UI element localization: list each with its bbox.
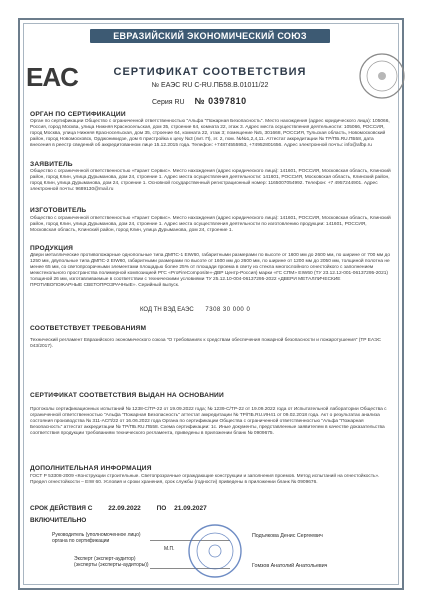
tnved-value: 7308 30 000 0 — [205, 307, 251, 313]
product-heading: ПРОДУКЦИЯ — [30, 245, 74, 252]
organ-seal-stamp-icon — [358, 52, 406, 100]
applicant-heading: ЗАЯВИТЕЛЬ — [30, 161, 73, 168]
validity-line — [30, 505, 207, 512]
head-signature-label: Руководитель (уполномоченное лицо) органа по сертификации — [52, 532, 141, 544]
basis-text: Протоколы сертификационных испытаний № 1238-С/ТР-22 от 19.09.2022 года; № 1239-С/ТР-22 от 19.09.2022 года от Испытательной лаборатории Общества с ограниченной ответственностью "Альфа "Пожарная Безопасность" аттестат аккредитации № ТР/ПБ.RU.ИН41 от 09.02.2018 года. Акт о результатах анализа состояния производства № 311-АСП/22 от 16.06.2022 года Органа по сертификации Общества с ограниченной ответственностью "Альфа "Пожарная Безопасность" аттестат аккредитации № ТР/ПБ.RU.ПБ58. Схема сертификации: 1с. Иные документы, представленные заявителем в качестве доказательства соответствия продукции требованиям технического регламента, приведены в приложении бланк № 0909675. — [30, 407, 387, 436]
eac-mark: EAC — [26, 62, 78, 92]
expert-signature-label: Эксперт (эксперт-аудитор) (эксперты (эксперты-аудиторы)) — [74, 556, 149, 568]
validity-from-label: СРОК ДЕЙСТВИЯ С — [30, 505, 93, 512]
serial-line — [152, 96, 247, 106]
maker-text: Общество с ограниченной ответственностью «Гарант Сервис». Место нахождения (адрес юридического лица): 141601, РОССИЯ, Московская область, Клинский район, город Клин, улица Дурыманова, дом 24, строение 1. Адрес места осуществления деятельности по изготовлению продукции: 141601, РОССИЯ, Московская область, Клинский район, город Клин, улица Дурыманова, дом 24, строение 1. — [30, 216, 391, 233]
union-banner: ЕВРАЗИЙСКИЙ ЭКОНОМИЧЕСКИЙ СОЮЗ — [90, 29, 330, 43]
basis-heading: СЕРТИФИКАТ СООТВЕТСТВИЯ ВЫДАН НА ОСНОВАНИИ — [30, 392, 224, 399]
validity-to-label: ПО — [156, 505, 167, 512]
product-text: Двери металлические противопожарные однопольные типа ДМПС-1 EIW60, габаритными размерами по высоте от 1600 мм до 2600 мм, по ширине от 700 мм до 1250 мм, двупольные типа ДМПС-2 EIW60, габаритными размерами по высоте от 1600 мм до 2600 мм, по ширине от 1200 мм до 2050 мм, толщиной полотна не менее 65 мм, со светопрозрачными элементами площадью более 25% от площади проема в свету из стекла многослойного огнестойкого с заполнением межстекольного пространства полимерной композицией РГС «РгоFireComposite»-ДВР Центр-Россия) марки «ГС СПМ» EIW60 (ТУ 23.12.12-001-06137295-2021) толщиной 26 мм, изготавливаемые в соответствии с техническими условиями ТУ 25.12.10-004-06137295-2022 «ДВЕРИ МЕТАЛЛИЧЕСКИЕ ПРОТИВОПОЖАРНЫЕ СВЕТОПРОЗРАЧНЫЕ». Серийный выпуск. — [30, 253, 391, 288]
requirements-heading: СООТВЕТСТВУЕТ ТРЕБОВАНИЯМ — [30, 325, 147, 332]
blue-seal-stamp-icon — [186, 522, 244, 580]
head-signature-name: Подъякова Денис Сергеевич — [252, 533, 323, 539]
serial-number: № 0397810 — [194, 96, 247, 106]
extra-heading: ДОПОЛНИТЕЛЬНАЯ ИНФОРМАЦИЯ — [30, 465, 152, 472]
validity-from-value: 22.09.2022 — [108, 505, 141, 512]
tnved-line — [140, 307, 250, 313]
validity-to-value: 21.09.2027 — [174, 505, 207, 512]
seal-place-label: М.П. — [164, 546, 175, 552]
certificate-number: № ЕАЭС RU С-RU.ПБ58.В.01011/22 — [151, 82, 269, 89]
tnved-label: КОД ТН ВЭД ЕАЭС — [140, 307, 194, 313]
organ-text: Орган по сертификации Общество с ограниченной ответственностью "Альфа "Пожарная Безопасность". Место нахождения (адрес юридического лица): 105066, Россия, город Москва, улица Нижняя Красносельская, дом 35, строение 64, комната 22, этаж 3. Адрес места осуществления деятельности: 105066, РОССИЯ, город Москва, улица Нижняя Красносельская, дом 35, строение 64, комната 22, этаж 3; помещение №5, 301668, РОССИЯ, Тульская область, Новомосковский район, город Новомосковск, Орджоникидзе, дом 6 пристройка к цеху №3 (лит. П), эт. 2, пом. №№1,2,4,11. Аттестат аккредитации № ТР/ПБ.RU.ПБ58, дата внесения в реестр сведений об аккредитованном лице 15.12.2015 года. Телефон: +74874555953, +74952801656. Адрес электронной почты: info@afbp.ru — [30, 119, 390, 148]
validity-inclusive: ВКЛЮЧИТЕЛЬНО — [30, 517, 87, 524]
expert-signature-name: Гомзов Анатолий Анатольевич — [252, 563, 328, 569]
serial-label: Серия RU — [152, 99, 185, 106]
maker-heading: ИЗГОТОВИТЕЛЬ — [30, 207, 87, 214]
requirements-text: Технический регламент Евразийского экономического союза "О требованиях к средствам обеспечения пожарной безопасности и пожаротушения" (ТР ЕАЭС 043/2017). — [30, 338, 382, 349]
certificate-title: СЕРТИФИКАТ СООТВЕТСТВИЯ — [113, 66, 307, 78]
applicant-text: Общество с ограниченной ответственностью «Гарант Сервис». Место нахождения (адрес юридического лица): 141601, РОССИЯ, Московская область, Клинский район, город Клин, улица Дурыманова, дом 24, строение 1. Адрес места осуществления деятельности: 141601, РОССИЯ, Московская область, Клинский район, город Клин, улица Дурыманова, дом 24, строение 1. Основной государственный регистрационный номер: 1165007054992. Телефон: +7 4957244901. Адрес электронной почты: 9689130@mail.ru — [30, 169, 391, 192]
extra-text: ГОСТ Р 53308-2009 «Конструкции строительные. Светопрозрачные ограждающие конструкции и заполнения проемов. Метод испытаний на огнестойкость». Предел огнестойкости – EIW 60. Условия и сроки хранения, срок службы (годности) приведены в приложении бланк № 0909676. — [30, 474, 380, 485]
organ-heading: ОРГАН ПО СЕРТИФИКАЦИИ — [30, 111, 126, 118]
